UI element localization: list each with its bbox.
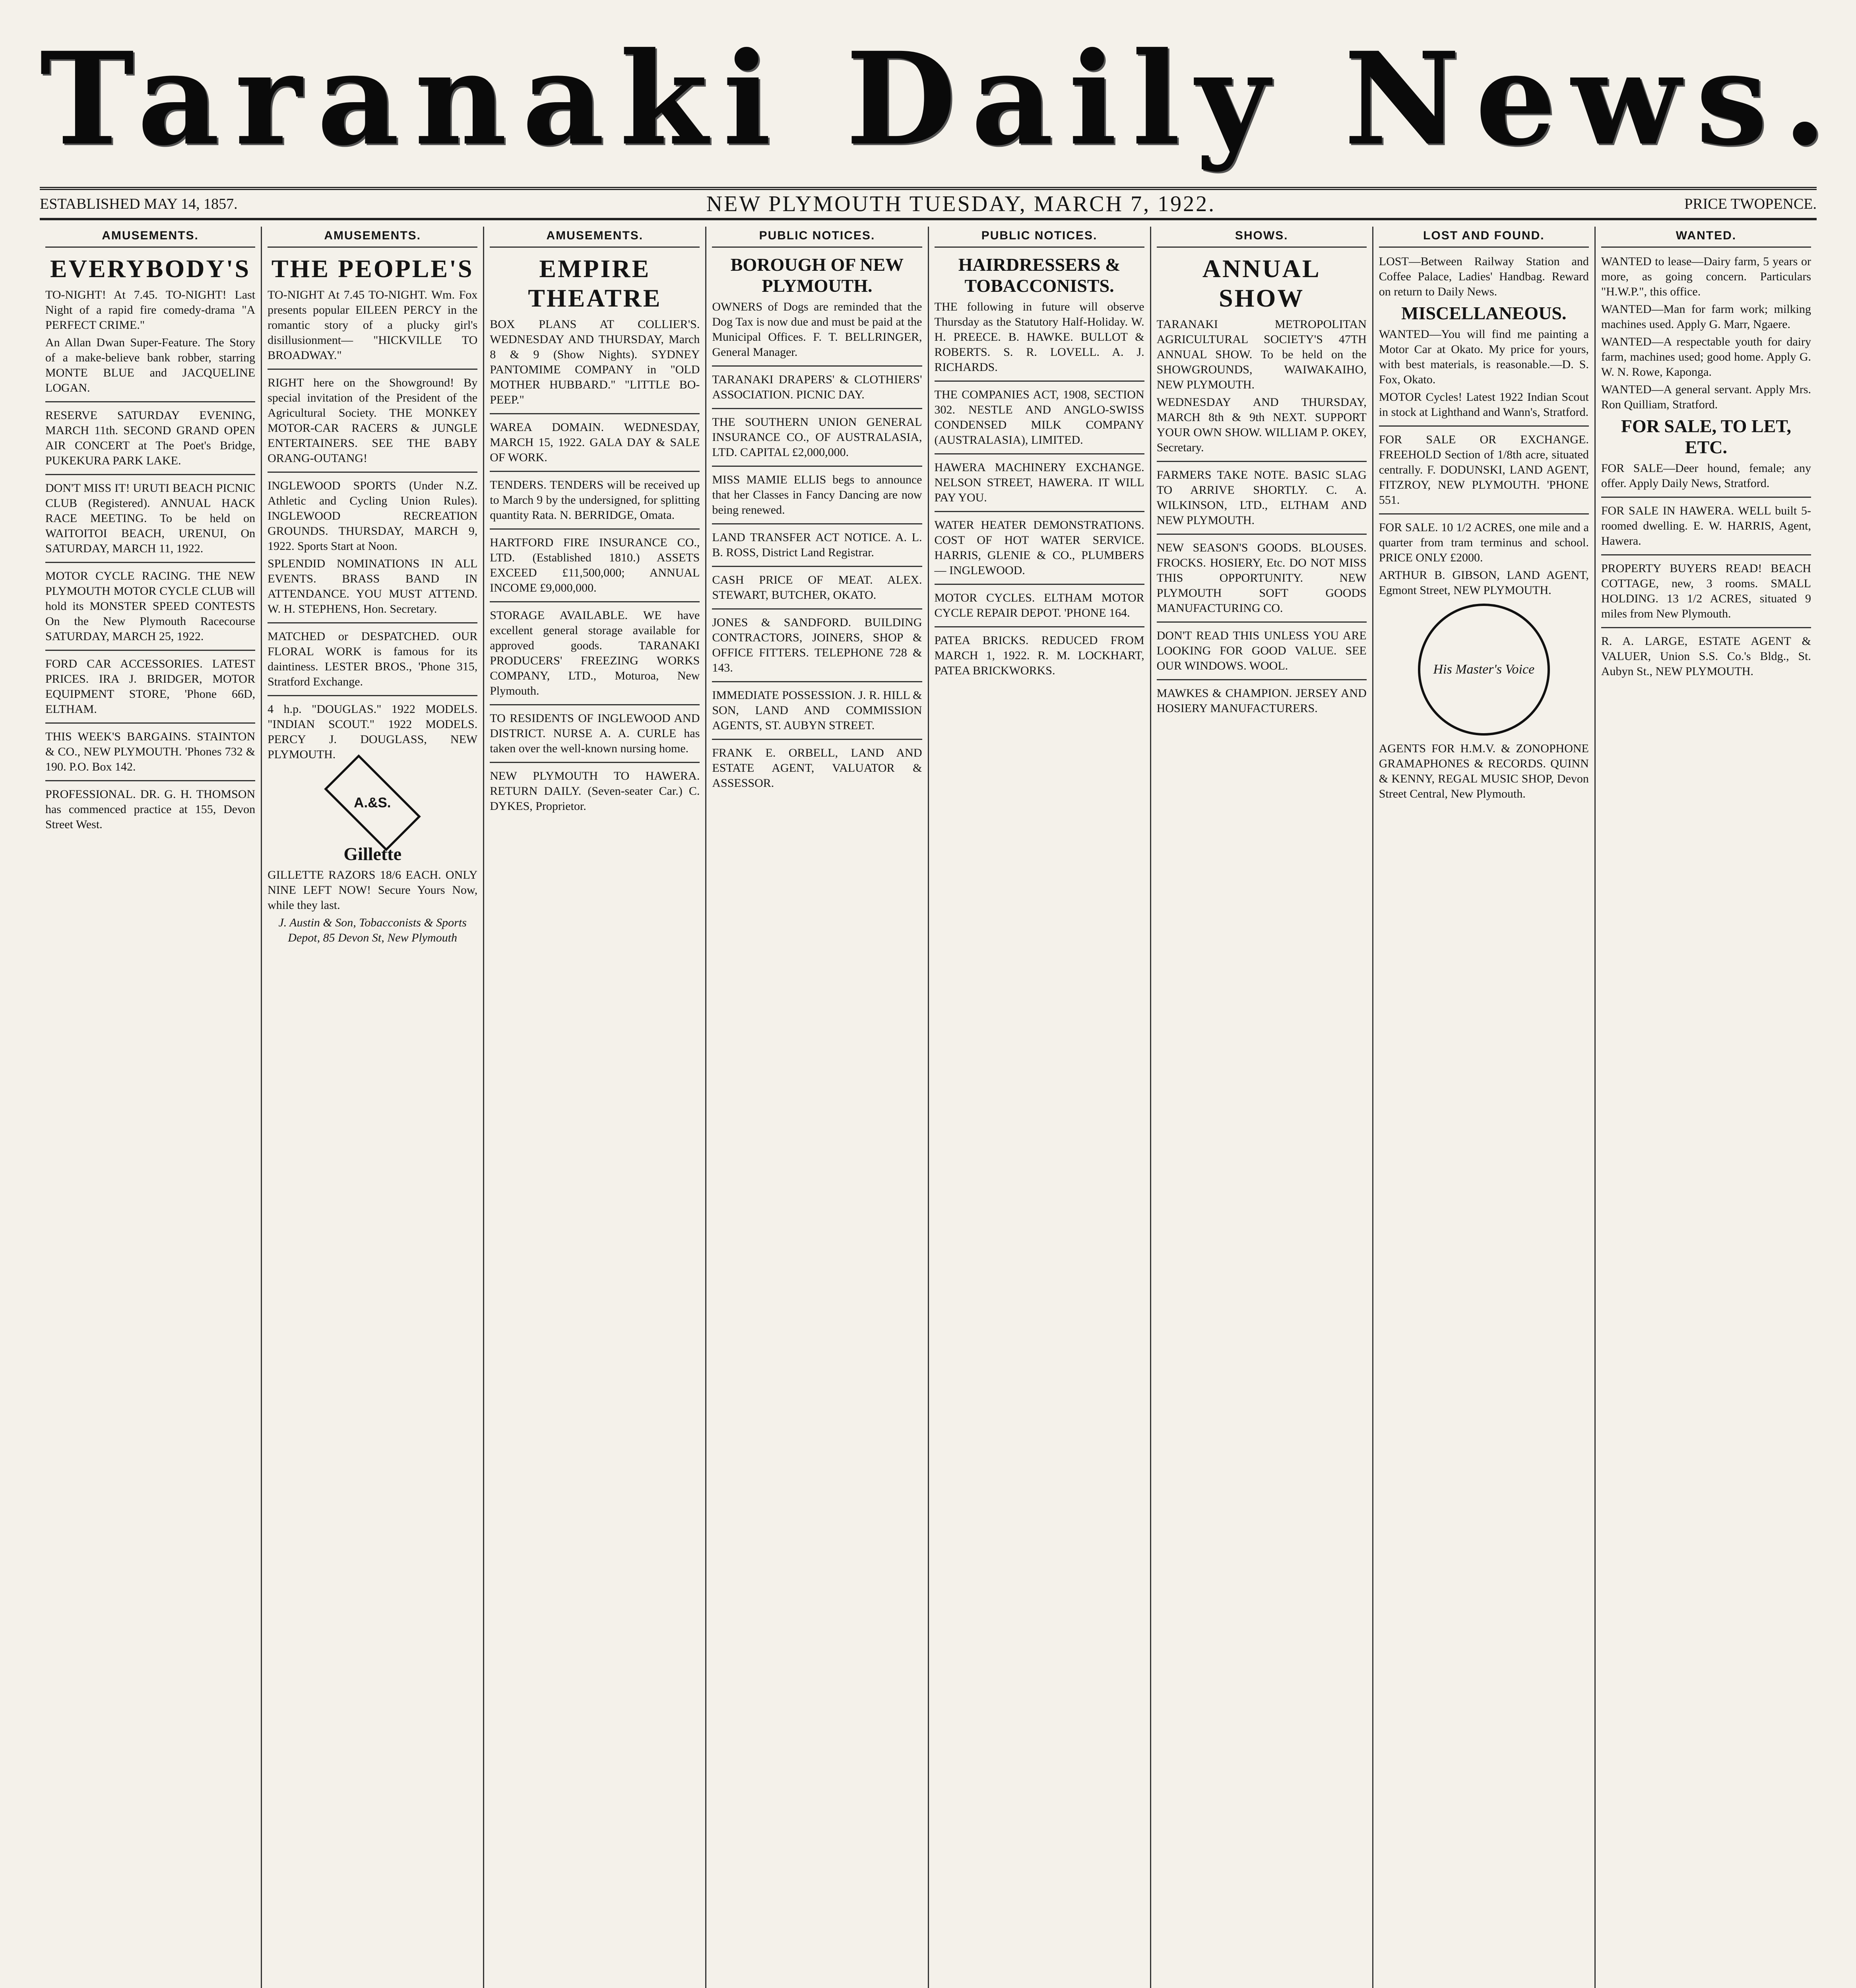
ad-item: MOTOR CYCLES. ELTHAM MOTOR CYCLE REPAIR DEPOT. 'PHONE 164. (934, 591, 1144, 619)
ad-item: TENDERS. TENDERS will be received up to March 9 by the undersigned, for splitting quantity Rata. N. BERRIDGE, Omata. (490, 478, 700, 522)
divider (1601, 554, 1811, 555)
ad-item: PROPERTY BUYERS READ! BEACH COTTAGE, new, 3 rooms. SMALL HOLDING. 13 1/2 ACRES, situated 9 miles from New Plymouth. (1601, 562, 1811, 620)
ad-item: TO RESIDENTS OF INGLEWOOD AND DISTRICT. NURSE A. A. CURLE has taken over the well-known nursing home. (490, 712, 700, 755)
divider (712, 365, 922, 367)
ad-item: WEDNESDAY AND THURSDAY, MARCH 8th & 9th NEXT. SUPPORT YOUR OWN SHOW. WILLIAM P. OKEY, Secretary. (1156, 396, 1367, 454)
column-5 (929, 227, 1151, 1988)
ad-item: FOR SALE. 10 1/2 ACRES, one mile and a quarter from tram terminus and school. PRICE ONLY £2000. (1379, 521, 1589, 564)
ad-item: FOR SALE OR EXCHANGE. FREEHOLD Section of 1/8th acre, situated centrally. F. DODUNSKI, LAND AGENT, FITZROY, NEW PLYMOUTH. 'PHONE 551. (1379, 433, 1589, 507)
divider (935, 381, 1144, 382)
ad-item: HAWERA MACHINERY EXCHANGE. NELSON STREET, HAWERA. IT WILL PAY YOU. (934, 461, 1144, 504)
ad-item: R. A. LARGE, ESTATE AGENT & VALUER, Union S.S. Co.'s Bldg., St. Aubyn St., NEW PLYMOUTH. (1601, 635, 1811, 678)
column-title: HAIRDRESSERS & TOBACCONISTS. (958, 254, 1121, 296)
ad-item: RIGHT here on the Showground! By special invitation of the President of the Agricultural Society. THE MONKEY MOTOR-CAR RACERS & JUNGLE ENTERTAINERS. SEE THE BABY ORANG-OUTANG! (268, 376, 478, 465)
ad-item: MATCHED or DESPATCHED. OUR FLORAL WORK is famous for its daintiness. LESTER BROS., 'Phone 315, Stratford Exchange. (268, 630, 478, 688)
gillette-logo: Gillette (343, 844, 401, 864)
ad-item: MISS MAMIE ELLIS begs to announce that her Classes in Fancy Dancing are now being renewed. (712, 473, 922, 516)
column-head: PUBLIC NOTICES. (935, 227, 1144, 248)
divider (45, 722, 255, 724)
divider (45, 650, 255, 651)
divider (1157, 461, 1367, 462)
divider (268, 622, 477, 623)
established-line: ESTABLISHED MAY 14, 1857. (40, 196, 238, 212)
column-4 (706, 227, 929, 1988)
column-head: LOST AND FOUND. (1379, 227, 1589, 248)
ad-item: IMMEDIATE POSSESSION. J. R. HILL & SON, LAND AND COMMISSION AGENTS, ST. AUBYN STREET. (712, 689, 922, 732)
place-date-line: NEW PLYMOUTH TUESDAY, MARCH 7, 1922. (706, 192, 1216, 216)
divider (490, 413, 700, 414)
ad-item: FARMERS TAKE NOTE. BASIC SLAG TO ARRIVE SHORTLY. C. A. WILKINSON, LTD., ELTHAM AND NEW PLYMOUTH. (1156, 468, 1367, 527)
divider (268, 695, 477, 696)
ad-item: MOTOR Cycles! Latest 1922 Indian Scout in stock at Lighthand and Wann's, Stratford. (1379, 390, 1589, 419)
divider (1157, 621, 1367, 623)
ad-item: NEW PLYMOUTH TO HAWERA. RETURN DAILY. (Seven-seater Car.) C. DYKES, Proprietor. (490, 769, 700, 813)
column-head: PUBLIC NOTICES. (712, 227, 922, 248)
ad-item: TO-NIGHT At 7.45 TO-NIGHT. Wm. Fox presents popular EILEEN PERCY in the romantic story of a plucky girl's disillusionment— "HICKVILLE TO BROADWAY." (268, 288, 478, 362)
divider (1601, 627, 1811, 628)
ad-item: HARTFORD FIRE INSURANCE CO., LTD. (Established 1810.) ASSETS EXCEED £11,500,000; ANNUAL INCOME £9,000,000. (490, 536, 700, 594)
divider (490, 528, 700, 530)
ad-item: ARTHUR B. GIBSON, LAND AGENT, Egmont Street, NEW PLYMOUTH. (1379, 569, 1589, 597)
ad-item: FRANK E. ORBELL, LAND AND ESTATE AGENT, VALUATOR & ASSESSOR. (712, 746, 922, 790)
ad-item: BOX PLANS AT COLLIER'S. WEDNESDAY AND THURSDAY, March 8 & 9 (Show Nights). SYDNEY PANTOMIME COMPANY in "OLD MOTHER HUBBARD." "LITTLE BO-PEEP." (490, 318, 700, 406)
column-1 (40, 227, 262, 1988)
ad-item: WANTED—Man for farm work; milking machines used. Apply G. Marr, Ngaere. (1601, 303, 1811, 331)
ad-item: GILLETTE RAZORS 18/6 EACH. ONLY NINE LEFT NOW! Secure Yours Now, while they last. (268, 868, 478, 912)
divider (712, 739, 922, 740)
ad-item: OWNERS of Dogs are reminded that the Dog Tax is now due and must be paid at the Municipal Offices. F. T. BELLRINGER, General Manager. (712, 300, 922, 359)
ad-item: TARANAKI DRAPERS' & CLOTHIERS' ASSOCIATION. PICNIC DAY. (712, 373, 922, 401)
divider (490, 601, 700, 602)
ad-item: 4 h.p. "DOUGLAS." 1922 MODELS. "INDIAN SCOUT." 1922 MODELS. PERCY J. DOUGLASS, NEW PLYMOUTH. (268, 703, 478, 761)
ad-item: RESERVE SATURDAY EVENING, MARCH 11th. SECOND GRAND OPEN AIR CONCERT at The Poet's Bridge, PUKEKURA PARK LAKE. (45, 409, 256, 467)
price-line: PRICE TWOPENCE. (1684, 196, 1817, 212)
ad-item: THE following in future will observe Thursday as the Statutory Half-Holiday. W. H. PREECE. B. HAWKE. BULLOT & ROBERTS. S. R. LOVELL. A. J. RICHARDS. (934, 300, 1144, 374)
ad-item: FOR SALE—Deer hound, female; any offer. Apply Daily News, Stratford. (1601, 462, 1811, 490)
divider (712, 681, 922, 682)
divider (935, 511, 1144, 512)
column-8 (1596, 227, 1817, 1988)
ad-item: THIS WEEK'S BARGAINS. STAINTON & CO., NEW PLYMOUTH. 'Phones 732 & 190. P.O. Box 142. (45, 730, 256, 773)
ad-item: THE SOUTHERN UNION GENERAL INSURANCE CO., OF AUSTRALASIA, LTD. CAPITAL £2,000,000. (712, 415, 922, 459)
column-title: ANNUAL SHOW (1202, 254, 1321, 312)
divider (712, 408, 922, 409)
column-head: AMUSEMENTS. (45, 227, 255, 248)
ad-item: CASH PRICE OF MEAT. ALEX. STEWART, BUTCHER, OKATO. (712, 573, 922, 602)
ad-item: WANTED—A respectable youth for dairy farm, machines used; good home. Apply G. W. N. Rowe, Kaponga. (1601, 335, 1811, 379)
ad-item: PATEA BRICKS. REDUCED FROM MARCH 1, 1922. R. M. LOCKHART, PATEA BRICKWORKS. (934, 634, 1144, 677)
divider (712, 523, 922, 524)
ad-item: WANTED—You will find me painting a Motor Car at Okato. My price for yours, with best materials, is reasonable.—D. S. Fox, Okato. (1379, 328, 1589, 386)
column-head: WANTED. (1601, 227, 1811, 248)
divider (935, 584, 1144, 585)
divider (712, 466, 922, 467)
column-title: EVERYBODY'S (50, 254, 251, 283)
divider (268, 472, 477, 473)
column-title: THE PEOPLE'S (271, 254, 474, 283)
divider (268, 369, 477, 370)
column-3 (484, 227, 706, 1988)
divider (1379, 513, 1589, 514)
ad-item: STORAGE AVAILABLE. WE have excellent general storage available for approved goods. TARANAKI PRODUCERS' FREEZING WORKS COMPANY, LTD., Moturoa, New Plymouth. (490, 609, 700, 697)
handwritten-signature: J. Austin & Son, Tobacconists & Sports Depot, 85 Devon St, New Plymouth (278, 916, 467, 944)
divider (1379, 425, 1589, 427)
ad-item: LAND TRANSFER ACT NOTICE. A. L. B. ROSS, District Land Registrar. (712, 531, 922, 559)
ad-item: WANTED to lease—Dairy farm, 5 years or more, as going concern. Particulars "H.W.P.", this office. (1601, 255, 1811, 298)
column-6 (1151, 227, 1373, 1988)
ad-item: NEW SEASON'S GOODS. BLOUSES. FROCKS. HOSIERY, Etc. DO NOT MISS THIS OPPORTUNITY. NEW PLYMOUTH SOFT GOODS MANUFACTURING CO. (1156, 541, 1367, 615)
ad-item: WATER HEATER DEMONSTRATIONS. COST OF HOT WATER SERVICE. HARRIS, GLENIE & CO., PLUMBERS — INGLEWOOD. (934, 518, 1144, 577)
divider (45, 401, 255, 402)
ad-item: LOST—Between Railway Station and Coffee Palace, Ladies' Handbag. Reward on return to Daily News. (1379, 255, 1589, 298)
ad-item: THE COMPANIES ACT, 1908, SECTION 302. NESTLE AND ANGLO-SWISS CONDENSED MILK COMPANY (AUSTRALASIA), LIMITED. (934, 388, 1144, 447)
ad-item: FORD CAR ACCESSORIES. LATEST PRICES. IRA J. BRIDGER, MOTOR EQUIPMENT STORE, 'Phone 66D, ELTHAM. (45, 657, 256, 716)
ad-item: DON'T MISS IT! URUTI BEACH PICNIC CLUB (Registered). ANNUAL HACK RACE MEETING. To be held on WAITOITOI BEACH, URENUI, On SATURDAY, MARCH 11, 1922. (45, 481, 256, 555)
ad-item: TO-NIGHT! At 7.45. TO-NIGHT! Last Night of a rapid fire comedy-drama "A PERFECT CRIME." (45, 288, 256, 332)
divider (45, 780, 255, 781)
dateline (40, 187, 1817, 220)
divider (712, 566, 922, 567)
ad-item: SPLENDID NOMINATIONS IN ALL EVENTS. BRASS BAND IN ATTENDANCE. YOU MUST ATTEND. W. H. STEPHENS, Hon. Secretary. (268, 557, 478, 615)
column-title: MISCELLANEOUS. (1401, 303, 1567, 323)
column-head: SHOWS. (1157, 227, 1367, 248)
column-head: AMUSEMENTS. (268, 227, 477, 248)
divider (935, 626, 1144, 627)
column-head: AMUSEMENTS. (490, 227, 700, 248)
ad-item: WANTED—A general servant. Apply Mrs. Ron Quilliam, Stratford. (1601, 383, 1811, 411)
divider (1157, 679, 1367, 680)
masthead (40, 16, 1842, 183)
ad-item: An Allan Dwan Super-Feature. The Story of a make-believe bank robber, starring MONTE BLUE and JACQUELINE LOGAN. (45, 336, 256, 394)
column-title: FOR SALE, TO LET, ETC. (1621, 416, 1792, 457)
ad-item: PROFESSIONAL. DR. G. H. THOMSON has commenced practice at 155, Devon Street West. (45, 788, 256, 831)
divider (490, 762, 700, 763)
ad-item: FOR SALE IN HAWERA. WELL built 5-roomed dwelling. E. W. HARRIS, Agent, Hawera. (1601, 504, 1811, 547)
divider (1157, 534, 1367, 535)
masthead-title: Taranaki Daily News. (40, 25, 1842, 174)
divider (45, 474, 255, 475)
columns (40, 227, 1817, 1988)
ad-item: MAWKES & CHAMPION. JERSEY AND HOSIERY MANUFACTURERS. (1156, 687, 1367, 715)
his-masters-voice-logo: His Master's Voice (1418, 604, 1550, 736)
ad-item: JONES & SANDFORD. BUILDING CONTRACTORS, JOINERS, SHOP & OFFICE FITTERS. TELEPHONE 728 & 143. (712, 616, 922, 674)
divider (712, 608, 922, 610)
ad-item: INGLEWOOD SPORTS (Under N.Z. Athletic and Cycling Union Rules). INGLEWOOD RECREATION GROUNDS. THURSDAY, MARCH 9, 1922. Sports Start at Noon. (268, 479, 478, 553)
column-7 (1373, 227, 1596, 1988)
column-title: BOROUGH OF NEW PLYMOUTH. (730, 254, 904, 296)
divider (935, 453, 1144, 454)
divider (490, 471, 700, 472)
column-title: EMPIRE THEATRE (528, 254, 662, 312)
ad-item: WAREA DOMAIN. WEDNESDAY, MARCH 15, 1922. GALA DAY & SALE OF WORK. (490, 421, 700, 464)
divider (1601, 497, 1811, 498)
divider (45, 562, 255, 563)
as-badge-logo: A.&S. (324, 754, 421, 851)
ad-item: TARANAKI METROPOLITAN AGRICULTURAL SOCIETY'S 47TH ANNUAL SHOW. To be held on the SHOWGROUNDS, WAIWAKAIHO, NEW PLYMOUTH. (1156, 318, 1367, 391)
divider (490, 704, 700, 705)
ad-item: DON'T READ THIS UNLESS YOU ARE LOOKING FOR GOOD VALUE. SEE OUR WINDOWS. WOOL. (1156, 629, 1367, 672)
ad-item: MOTOR CYCLE RACING. THE NEW PLYMOUTH MOTOR CYCLE CLUB will hold its MONSTER SPEED CONTESTS On the New Plymouth Racecourse SATURDAY, MARCH 25, 1922. (45, 569, 256, 643)
column-2 (262, 227, 484, 1988)
ad-item: AGENTS FOR H.M.V. & ZONOPHONE GRAMAPHONES & RECORDS. QUINN & KENNY, REGAL MUSIC SHOP, Devon Street Central, New Plymouth. (1379, 742, 1589, 800)
